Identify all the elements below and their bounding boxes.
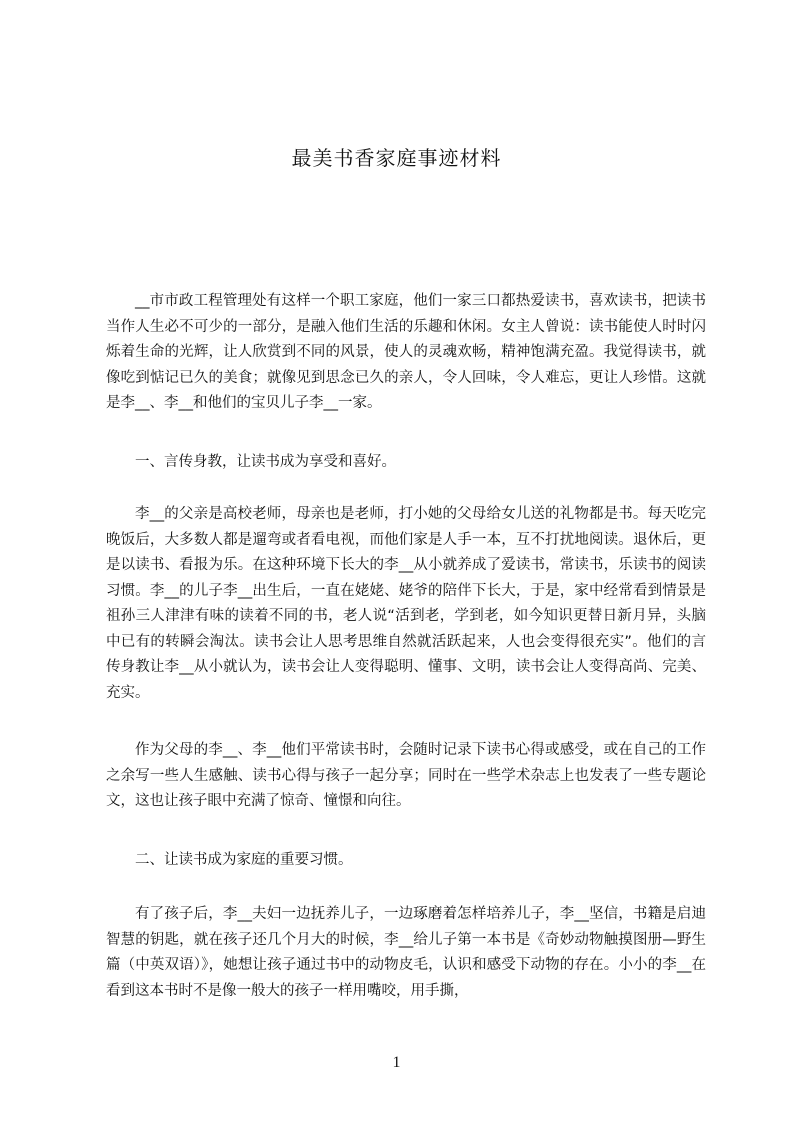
body-paragraph-3: 作为父母的李__、李__他们平常读书时，会随时记录下读书心得或感受，或在自己的工作之余写一些人生感触、读书心得与孩子一起分享；同时在一些学术杂志上也发表了一些专题论文，这也让孩子眼中充满了惊奇、憧憬和向往。 <box>106 742 706 809</box>
body-paragraph-2: 李__的父亲是高校老师，母亲也是老师，打小她的父母给女儿送的礼物都是书。每天吃完晚饭后，大多数人都是遛弯或者看电视，而他们家是人手一本，互不打扰地阅读。退休后，更是以读书、看报为乐。在这种环境下长大的李__从小就养成了爱读书，常读书，乐读书的阅读习惯。李__的儿子李__出生后，一直在姥姥、姥爷的陪伴下长大，于是，家中经常看到情景是祖孙三人津津有味的读着不同的书，老人说“活到老，学到老，如今知识更替日新月异，头脑中已有的转瞬会淘汰。读书会让人思考思维自然就活跃起来，人也会变得很充实”。他们的言传身教让李__从小就认为，读书会让人变得聪明、懂事、文明，读书会让人变得高尚、完美、充实。 <box>106 506 706 701</box>
page-number: 1 <box>392 1054 401 1071</box>
body-paragraph-4: 有了孩子后，李__夫妇一边抚养儿子，一边琢磨着怎样培养儿子，李__坚信，书籍是启迪智慧的钥匙，就在孩子还几个月大的时候，李__给儿子第一本书是《奇妙动物触摸图册—野生篇（中英双语）》，她想让孩子通过书中的动物皮毛，认识和感受下动物的存在。小小的李__在看到这本书时不是像一般大的孩子一样用嘴咬，用手撕， <box>106 906 706 999</box>
section-heading-2: 二、让读书成为家庭的重要习惯。 <box>135 852 353 868</box>
section-heading-1: 一、言传身教，让读书成为享受和喜好。 <box>135 454 396 470</box>
document-title: 最美书香家庭事迹材料 <box>291 146 502 170</box>
body-paragraph-1: __市市政工程管理处有这样一个职工家庭，他们一家三口都热爱读书，喜欢读书，把读书当作人生必不可少的一部分，是融入他们生活的乐趣和休闲。女主人曾说：读书能使人时时闪烁着生命的光辉，让人欣赏到不同的风景，使人的灵魂欢畅，精神饱满充盈。我觉得读书，就像吃到惦记已久的美食；就像见到思念已久的亲人，令人回味，令人难忘，更让人珍惜。这就是李__、李__和他们的宝贝儿子李__一家。 <box>106 293 706 411</box>
